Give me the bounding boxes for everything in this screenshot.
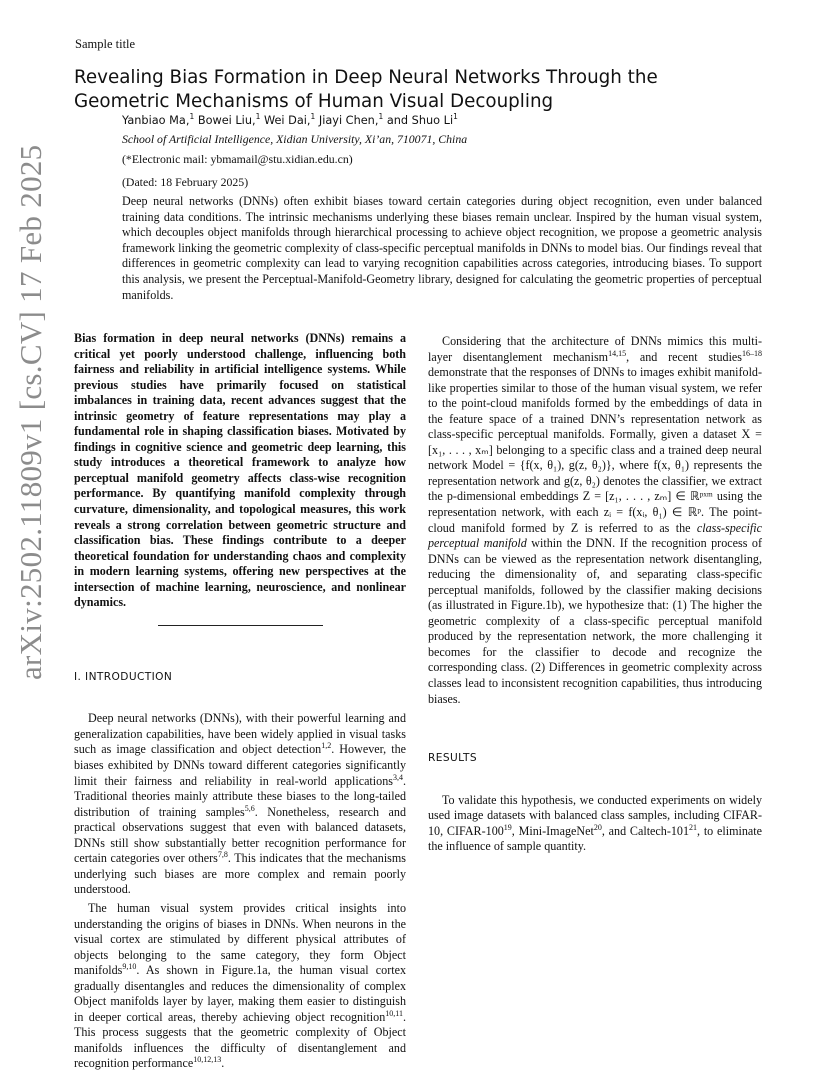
author-list (122, 114, 458, 127)
intro-paragraph-3: Considering that the architecture of DNNs mimics this multi-layer disentanglement mechanism$^{14,15}$, and recent studies$^{16-18}$ demonstrate that the responses of DNNs to images exhibit manifold-like properties similar to those of the human visual system, we refer to the point-cloud manifolds formed by the embeddings of data in the feature space of a trained DNN’s representation network as class-specific perceptual manifolds. Formally, given a dataset X = [x₁, . . . , xₘ] belonging to a specific class and a trained deep neural network Model = {f(x, θ₁), g(z, θ₂)}, where f(x, θ₁) represents the representation network and g(z, θ₂) denotes the classifier, we extract the p-dimensional embeddings Z = [z₁, . . . , zₘ] ∈ ℝᵖˣᵐ using the representation network, with each zᵢ = f(xᵢ, θ₁) ∈ ℝᵖ. The point-cloud manifold formed by Z is referred to as the class-specific perceptual manifold within the DNN. If the recognition process of DNNs can be viewed as the representation network disentangling, reducing the dimensionality of, and separating class-specific perceptual manifolds, followed by the classifier making decisions (as illustrated in Figure.1b), we hypothesize that: (1) The higher the geometric complexity of a class-specific perceptual manifold produced by the representation network, the more challenging it becomes for the classifier to decode and recognize the corresponding class. (2) Differences in geometric complexity across classes lead to inconsistent recognition capabilities, thus introducing biases. (428, 334, 762, 706)
intro-paragraph-2: The human visual system provides critical insights into understanding the origins of biases in DNNs. When neurons in the visual cortex are stimulated by different physical attributes of objects belonging to the same category, they form Object manifolds$^{9,10}$. As shown in Figure.1a, the human visual cortex gradually disentangles and reduces the dimensionality of complex Object manifolds layer by layer, making them easier to distinguish in deeper cortical areas, thereby achieving object recognition$^{10,11}$. This process suggests that the geometric complexity of Object manifolds influences the difficulty of disentanglement and recognition performance$^{10,12,13}$. (74, 900, 406, 1071)
affiliation: School of Artificial Intelligence, Xidian University, Xi’an, 710071, China (122, 132, 468, 146)
author-affiliation-mark: 1 (453, 112, 458, 122)
abstract: Deep neural networks (DNNs) often exhibit biases toward certain categories during object recognition, even under balanced training data conditions. The intrinsic mechanisms underlying these biases remain unclear. Inspired by the human visual system, which decouples object manifolds through hierarchical processing to achieve object recognition, we propose a geometric analysis framework linking the geometric complexity of class-specific perceptual manifolds in DNNs to model bias. Our findings reveal that differences in geometric complexity can lead to varying recognition capabilities across categories, introducing biases. To support this analysis, we present the Perceptual-Manifold-Geometry library, designed for calculating the geometric properties of perceptual manifolds. (122, 194, 762, 302)
author: Wei Dai, (263, 114, 311, 127)
section-divider (158, 625, 323, 626)
author-affiliation-mark: 1 (189, 112, 195, 122)
arxiv-identifier-stamp[interactable]: arXiv:2502.11809v1 [cs.CV] 17 Feb 2025 (13, 144, 48, 680)
author-affiliation-mark: 1 (310, 112, 316, 122)
author-affiliation-mark: 1 (255, 112, 261, 122)
author-affiliation-mark: 1 (378, 112, 384, 122)
left-column (74, 331, 406, 1072)
author: Yanbiao Ma, (122, 114, 190, 127)
results-paragraph-1: To validate this hypothesis, we conducted experiments on widely used image datasets with balanced class samples, including CIFAR-10, CIFAR-$100^{19}$, Mini-ImageNet$^{20}$, and Caltech-$101^{21}$, to eliminate the influence of sample quantity. (428, 792, 763, 854)
paper-title: Revealing Bias Formation in Deep Neural Networks Through the Geometric Mechanisms of Human Visual Decoupling (74, 67, 658, 112)
section-heading-introduction: I. INTRODUCTION (74, 670, 173, 683)
lead-paragraph: Bias formation in deep neural networks (DNNs) remains a critical yet poorly understood challenge, influencing both fairness and reliability in artificial intelligence systems. While previous studies have primarily focused on statistical imbalances in training data, recent advances suggest that the intrinsic geometry of feature representations may play a fundamental role in shaping classification biases. Motivated by findings in cognitive science and geometric deep learning, this study introduces a theoretical framework to analyze how perceptual manifold geometry affects class-wise recognition performance. By quantifying manifold complexity through curvature, dimensionality, and topological measures, this work reveals a strong correlation between geometric structure and classification bias. These findings contribute to a deeper theoretical foundation for understanding chaos and complexity in modern learning systems, offering new perspectives at the intersection of machine learning, neuroscience, and nonlinear dynamics. (74, 331, 406, 610)
author: Jiayi Chen, (318, 114, 379, 127)
author: and Shuo Li (386, 114, 454, 127)
intro-paragraph-1: Deep neural networks (DNNs), with their powerful learning and generalization capabilities, have been widely applied in visual tasks such as image classification and object detection$^{1,2}$. However, the biases exhibited by DNNs toward different categories significantly limit their fairness and reliability in real-world applications$^{3,4}$. Traditional theories mainly attribute these biases to the long-tailed distribution of training samples$^{5,6}$. Nonetheless, research and practical observations suggest that even with balanced datasets, DNNs still show substantially better recognition performance for certain categories over others$^{7,8}$. This indicates that the mechanisms underlying such biases are more complex and remain poorly understood. (74, 711, 406, 897)
running-head: Sample title (75, 37, 136, 51)
author: Bowei Liu, (197, 114, 256, 127)
right-column (428, 331, 762, 855)
contact-email: (*Electronic mail: ybmamail@stu.xidian.edu.cn) (122, 152, 353, 166)
date-line: (Dated: 18 February 2025) (122, 175, 249, 189)
section-heading-results: RESULTS (428, 752, 477, 765)
